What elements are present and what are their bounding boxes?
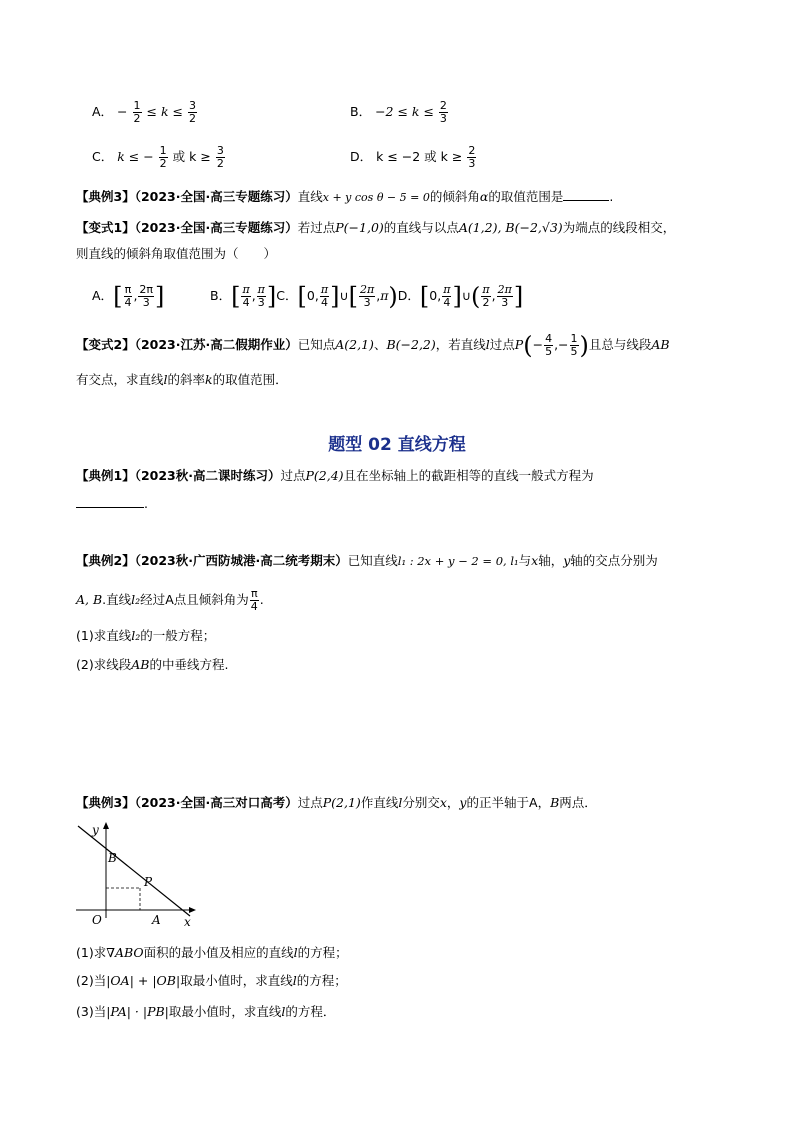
p-label: P [144, 875, 153, 889]
text: .直线 [102, 592, 132, 607]
text: . [144, 496, 148, 511]
variant2-problem: 【变式2】（2023·江苏·高二假期作业）已知点A(2,1)、B(−2,2)，若直线l过点P(− $\frac{4}{5}$ ,− $\frac{1}{5}$ )且总与线段AB [76, 331, 670, 360]
text: 且总与线段 [588, 337, 652, 352]
frac-num: 1 [133, 99, 141, 112]
option-b-row [350, 100, 449, 125]
example2-problem [76, 553, 658, 569]
example-tag: 【典例2】 [76, 553, 135, 568]
line-l: l [485, 337, 490, 352]
example-tag: 【典例3】 [76, 795, 135, 810]
point-b: B(−2,2) [386, 337, 436, 352]
text: 轴， [538, 553, 564, 568]
text: 过点 [280, 468, 306, 483]
text: 、 [373, 337, 387, 352]
text: 直线 [297, 189, 323, 204]
points-ab: A, B [76, 592, 103, 607]
option-c-mid: 或 k ≥ [172, 149, 211, 164]
line-l2: l₂ [131, 628, 141, 643]
expr-oa-ob: |OA| + |OB| [106, 973, 181, 988]
coordinate-figure [70, 818, 200, 928]
text: 面积的最小值及相应的直线 [143, 945, 294, 960]
x-var: x [531, 553, 539, 568]
frac-pi-4: $\frac{\pi}{4}$ [124, 283, 132, 309]
option-a-mid: ≤ k ≤ [146, 104, 183, 119]
option-b-label: B． [350, 104, 372, 119]
example2-q1 [76, 628, 215, 644]
alpha-symbol: α [479, 189, 489, 204]
origin-label: O [92, 913, 102, 927]
text: . [609, 189, 614, 204]
frac-2pi-3: $\frac{2\pi}{3}$ [139, 283, 154, 309]
example3-problem [76, 189, 613, 206]
frac-den: 3 [468, 157, 476, 170]
x-label: x [184, 915, 191, 928]
text: 过点 [489, 337, 515, 352]
variant-tag: 【变式2】 [76, 337, 135, 352]
variant1-option-a: A．[ $\frac{\pi}{4}$ , $\frac{2\pi}{3}$ ] [92, 282, 165, 311]
variant1-question: 则直线的倾斜角取值范围为（ ） [76, 246, 277, 261]
line-l: l [398, 795, 403, 810]
option-b-frac [439, 100, 448, 125]
example1-answer-line [76, 496, 148, 512]
option-d-pre: k ≤ −2 或 k ≥ [376, 149, 463, 164]
text: (1)求直线 [76, 628, 132, 643]
expr-pa-pb: |PA| · |PB| [106, 1004, 169, 1019]
section-title: 题型 02 直线方程 [328, 435, 466, 455]
line-l2: l₂ [131, 592, 141, 607]
text: 的正半轴于 [466, 795, 529, 810]
text: 点且倾斜角为 [173, 592, 249, 607]
example-source: （2023秋·高二课时练习） [134, 468, 281, 483]
text: 且在坐标轴上的截距相等的直线一般式方程为 [343, 468, 594, 483]
frac-num: 2 [468, 144, 476, 157]
text: 已知点 [297, 337, 336, 352]
line-l: l [281, 1004, 286, 1019]
triangle-abo: ∇ABO [106, 945, 144, 960]
example3b-q3 [76, 1004, 335, 1020]
option-c-pre: k ≤ − [117, 149, 154, 164]
text: 轴的交点分别为 [570, 553, 658, 568]
y-var: y [563, 553, 571, 568]
text: 的直线与以点 [383, 220, 459, 235]
frac-num: π [250, 587, 258, 600]
point-b: B [550, 795, 560, 810]
text: 的倾斜角 [429, 189, 480, 204]
y-label: y [92, 823, 99, 837]
text: 两点． [559, 795, 597, 810]
text: ，若直线 [435, 337, 486, 352]
example-source: （2023·全国·高三专题练习） [134, 189, 298, 204]
frac-den: 2 [188, 112, 196, 125]
frac-num: 3 [188, 99, 196, 112]
text: 为端点的线段相交， [562, 220, 676, 235]
text: 取最小值时，求直线 [180, 973, 293, 988]
line-l [78, 826, 190, 916]
line-l: l [292, 973, 297, 988]
option-d-frac [467, 145, 476, 170]
text: 的方程； [297, 945, 348, 960]
b-label: B [108, 851, 117, 865]
line-l1-equation: l₁ : 2x + y − 2 = 0, l₁ [397, 554, 519, 568]
example-source: （2023·全国·高三对口高考） [134, 795, 298, 810]
frac-num: 3 [216, 144, 224, 157]
points-ab: A(1,2), B(−2,√3) [458, 220, 563, 235]
text: 若过点 [297, 220, 336, 235]
frac-den: 2 [133, 112, 141, 125]
option-c-label: C． [92, 149, 114, 164]
option-a-frac1 [133, 100, 142, 125]
variant-source: （2023·江苏·高二假期作业） [134, 337, 298, 352]
frac-den: 2 [216, 157, 224, 170]
text: (3)当 [76, 1004, 107, 1019]
y-axis-arrow [103, 822, 109, 829]
option-c-frac2 [216, 145, 225, 170]
text: 的取值范围是 [488, 189, 564, 204]
option-c-row [92, 145, 226, 170]
point-p: P(−1,0) [335, 220, 384, 235]
variant1-options-bcd: B．[ $\frac{\pi}{4}$ , $\frac{\pi}{3}$ ]C．[0, $\frac{\pi}{4}$ ]∪[ $\frac{2\pi}{3}$ ,π)D．[0, $\frac{\pi}{4}$ ]∪( $\frac{\pi}{2}$ , $\frac{2\pi}{3}$ ] [210, 282, 524, 311]
option-d-row [350, 145, 477, 170]
option-a-label: A． [92, 104, 114, 119]
frac-pi-4 [250, 588, 259, 613]
segment-ab: AB [651, 337, 670, 352]
text: ， [537, 795, 551, 810]
frac-num: 2 [439, 99, 447, 112]
x-var: x [439, 795, 447, 810]
text: 有交点，求直线 [76, 372, 164, 387]
answer-blank [76, 507, 144, 508]
text: 的方程． [285, 1004, 336, 1019]
variant2-line2 [76, 372, 288, 388]
text: (2)求线段 [76, 657, 132, 672]
text: 的取值范围． [212, 372, 288, 387]
text: 作直线 [360, 795, 399, 810]
text: (1)求 [76, 945, 107, 960]
example-tag: 【典例1】 [76, 468, 135, 483]
point-a: A [165, 592, 174, 607]
text: 的一般方程； [140, 628, 216, 643]
option-label: B． [210, 288, 232, 303]
example3b-q2 [76, 973, 347, 989]
option-b-expr: −2 ≤ k ≤ [375, 104, 434, 119]
point-a: A(2,1) [335, 337, 374, 352]
line-l: l [293, 945, 298, 960]
variant-tag: 【变式1】 [76, 220, 135, 235]
text: 分别交 [402, 795, 440, 810]
slope-k: k [205, 372, 213, 387]
option-d-label: D． [350, 149, 373, 164]
text: 的方程； [296, 973, 347, 988]
point-p: P(2,1) [322, 795, 361, 810]
option-label: C． [276, 288, 298, 303]
text: 过点 [297, 795, 323, 810]
text: (2)当 [76, 973, 107, 988]
option-a-frac2 [188, 100, 197, 125]
example2-q2: (2)求线段AB的中垂线方程. [76, 657, 229, 672]
text: 已知直线 [347, 553, 398, 568]
point-p: P(2,4) [305, 468, 344, 483]
frac-den: 4 [250, 600, 258, 613]
point-a: A [529, 795, 538, 810]
example1-problem [76, 468, 594, 484]
text: 的斜率 [167, 372, 206, 387]
line-l: l [163, 372, 168, 387]
equation: x + y cos θ − 5 = 0 [322, 191, 430, 204]
option-label: A． [92, 288, 114, 303]
variant-source: （2023·全国·高三专题练习） [134, 220, 298, 235]
frac-den: 3 [439, 112, 447, 125]
text: 取最小值时，求直线 [168, 1004, 282, 1019]
text: 经过 [140, 592, 166, 607]
x-axis-arrow [189, 907, 196, 913]
example-tag: 【典例3】 [76, 189, 135, 204]
option-label: D． [397, 288, 420, 303]
text: . [259, 592, 264, 607]
variant1-problem [76, 220, 675, 236]
point-p: P [514, 337, 524, 352]
option-c-frac1 [159, 145, 168, 170]
example-source: （2023秋·广西防城港·高二统考期末） [134, 553, 348, 568]
answer-blank [563, 200, 609, 201]
example2-line2 [76, 588, 264, 613]
text: ， [446, 795, 460, 810]
example3b-problem [76, 795, 597, 811]
text: 的中垂线方程. [149, 657, 229, 672]
option-a-row [92, 100, 198, 125]
frac-den: 2 [159, 157, 167, 170]
frac-num: 1 [159, 144, 167, 157]
a-label: A [152, 913, 161, 927]
y-var: y [459, 795, 467, 810]
example3b-q1 [76, 945, 348, 961]
text: 与 [518, 553, 532, 568]
option-a-minus: − [117, 104, 128, 119]
